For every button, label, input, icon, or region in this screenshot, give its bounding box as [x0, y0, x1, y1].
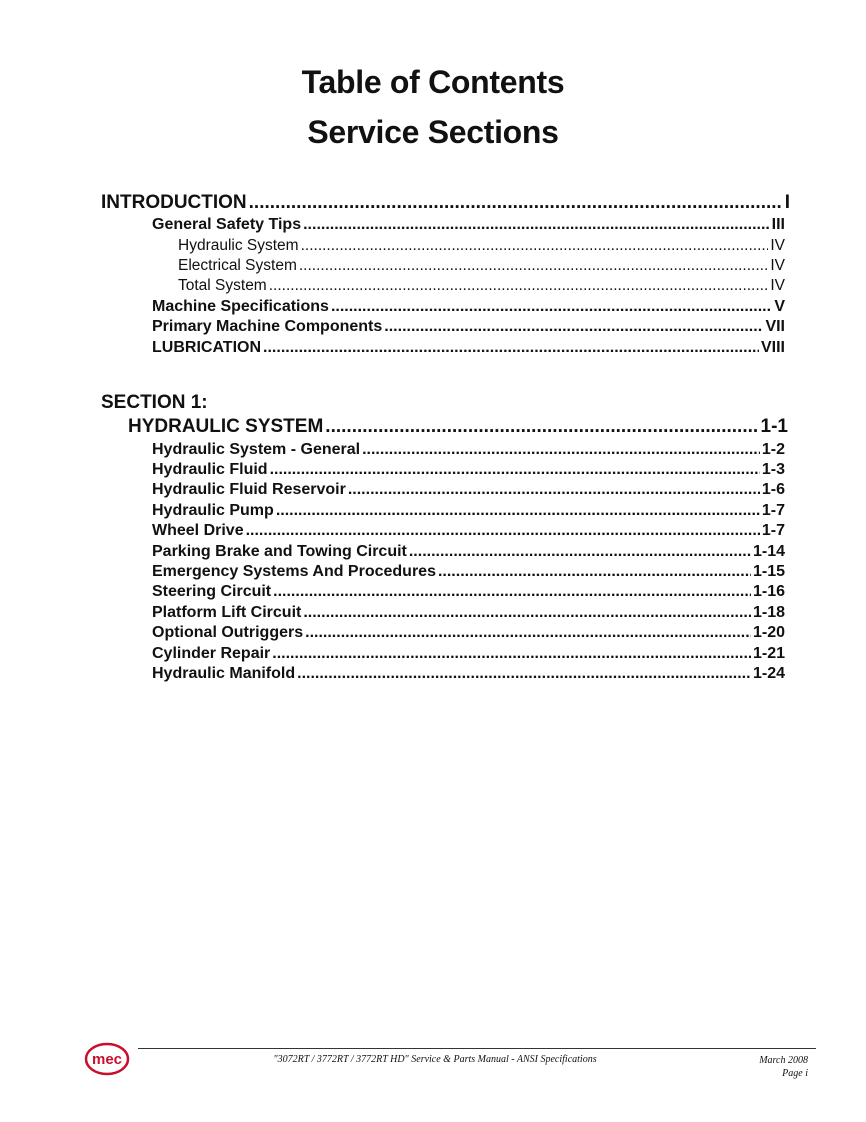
- dot-leader: [331, 298, 772, 316]
- toc-entry-page: 1-3: [761, 461, 785, 478]
- toc-entry-electrical-system[interactable]: [178, 257, 785, 275]
- footer-divider: [138, 1048, 816, 1049]
- toc-entry-page: 1-7: [761, 502, 785, 519]
- toc-entry-label: Platform Lift Circuit: [152, 604, 302, 621]
- toc-entry-page: IV: [770, 257, 785, 274]
- dot-leader: [409, 543, 751, 561]
- toc-entry-page: III: [771, 216, 785, 233]
- toc-entry-label: Optional Outriggers: [152, 624, 304, 641]
- toc-entry-total-system[interactable]: [178, 277, 785, 295]
- toc-entry-label: INTRODUCTION: [101, 192, 247, 213]
- dot-leader: [273, 583, 751, 601]
- toc-entry-label: Hydraulic System: [178, 237, 299, 254]
- toc-entry-hydraulic-fluid[interactable]: [152, 461, 785, 479]
- toc-entry-label: Cylinder Repair: [152, 645, 271, 662]
- toc-entry-page: V: [774, 298, 785, 315]
- toc-entry-label: Parking Brake and Towing Circuit: [152, 543, 407, 560]
- toc-entry-label: Hydraulic System - General: [152, 441, 361, 458]
- toc-entry-page: VII: [765, 318, 785, 335]
- footer-page-number: Page i: [782, 1068, 808, 1079]
- toc-entry-label: Emergency Systems And Procedures: [152, 563, 436, 580]
- dot-leader: [272, 645, 751, 663]
- toc-entry-primary-machine-components[interactable]: [152, 318, 785, 336]
- dot-leader: [325, 416, 758, 438]
- toc-entry-page: 1-18: [752, 604, 785, 621]
- toc-entry-page: 1-15: [752, 563, 785, 580]
- toc-entry-steering-circuit[interactable]: [152, 583, 785, 601]
- mec-logo-text: mec: [91, 1051, 123, 1068]
- toc-entry-page: 1-7: [761, 522, 785, 539]
- toc-entry-page: VIII: [760, 339, 785, 356]
- toc-entry-page: IV: [770, 237, 785, 254]
- dot-leader: [299, 257, 768, 275]
- toc-entry-page: IV: [770, 277, 785, 294]
- dot-leader: [362, 441, 760, 459]
- toc-entry-page: 1-2: [761, 441, 785, 458]
- toc-entry-label: Primary Machine Components: [152, 318, 383, 335]
- toc-entry-page: 1-20: [752, 624, 785, 641]
- toc-entry-hydraulic-fluid-reservoir[interactable]: [152, 481, 785, 499]
- toc-entry-label: LUBRICATION: [152, 339, 262, 356]
- toc-entry-label: Electrical System: [178, 257, 297, 274]
- toc-entry-platform-lift-circuit[interactable]: [152, 604, 785, 622]
- toc-entry-label: Hydraulic Pump: [152, 502, 274, 519]
- toc-entry-page: 1-21: [752, 645, 785, 662]
- toc-entry-parking-brake[interactable]: [152, 543, 785, 561]
- dot-leader: [348, 481, 760, 499]
- section-heading: SECTION 1:: [101, 392, 208, 413]
- dot-leader: [276, 502, 760, 520]
- toc-entry-hydraulic-system[interactable]: [128, 416, 788, 438]
- toc-entry-hydraulic-system-general[interactable]: [152, 441, 785, 459]
- toc-entry-hydraulic-system-safety[interactable]: [178, 237, 785, 255]
- toc-entry-page: I: [784, 192, 790, 213]
- dot-leader: [303, 216, 770, 234]
- toc-entry-page: 1-1: [760, 416, 788, 437]
- page-title: Table of Contents: [301, 64, 565, 100]
- toc-entry-label: Total System: [178, 277, 267, 294]
- toc-entry-label: General Safety Tips: [152, 216, 302, 233]
- dot-leader: [305, 624, 751, 642]
- dot-leader: [384, 318, 763, 336]
- toc-entry-general-safety-tips[interactable]: [152, 216, 785, 234]
- toc-entry-hydraulic-manifold[interactable]: [152, 665, 785, 683]
- toc-entry-machine-specifications[interactable]: [152, 298, 785, 316]
- toc-entry-introduction[interactable]: [101, 192, 790, 214]
- toc-entry-page: 1-24: [752, 665, 785, 682]
- dot-leader: [263, 339, 759, 357]
- toc-entry-lubrication[interactable]: [152, 339, 785, 357]
- footer-manual-title: "3072RT / 3772RT / 3772RT HD" Service & Parts Manual - ANSI Specifications: [273, 1054, 597, 1065]
- dot-leader: [303, 604, 751, 622]
- toc-entry-label: Wheel Drive: [152, 522, 244, 539]
- toc-entry-emergency-systems[interactable]: [152, 563, 785, 581]
- toc-entry-page: 1-6: [761, 481, 785, 498]
- toc-entry-optional-outriggers[interactable]: [152, 624, 785, 642]
- mec-logo: [84, 1042, 130, 1076]
- dot-leader: [249, 192, 783, 214]
- toc-entry-cylinder-repair[interactable]: [152, 645, 785, 663]
- footer-meta: [759, 1054, 808, 1080]
- dot-leader: [246, 522, 760, 540]
- dot-leader: [297, 665, 751, 683]
- toc-entry-label: Hydraulic Fluid Reservoir: [152, 481, 346, 498]
- dot-leader: [301, 237, 769, 255]
- toc-entry-wheel-drive[interactable]: [152, 522, 785, 540]
- toc-entry-label: Steering Circuit: [152, 583, 272, 600]
- dot-leader: [269, 277, 769, 295]
- footer-date: March 2008: [759, 1055, 808, 1066]
- toc-entry-label: HYDRAULIC SYSTEM: [128, 416, 324, 437]
- toc-entry-label: Hydraulic Fluid: [152, 461, 268, 478]
- dot-leader: [438, 563, 751, 581]
- toc-entry-label: Machine Specifications: [152, 298, 329, 315]
- dot-leader: [270, 461, 760, 479]
- toc-entry-page: 1-14: [752, 543, 785, 560]
- page-subtitle: Service Sections: [307, 114, 559, 150]
- toc-entry-page: 1-16: [752, 583, 785, 600]
- toc-entry-hydraulic-pump[interactable]: [152, 502, 785, 520]
- toc-entry-label: Hydraulic Manifold: [152, 665, 296, 682]
